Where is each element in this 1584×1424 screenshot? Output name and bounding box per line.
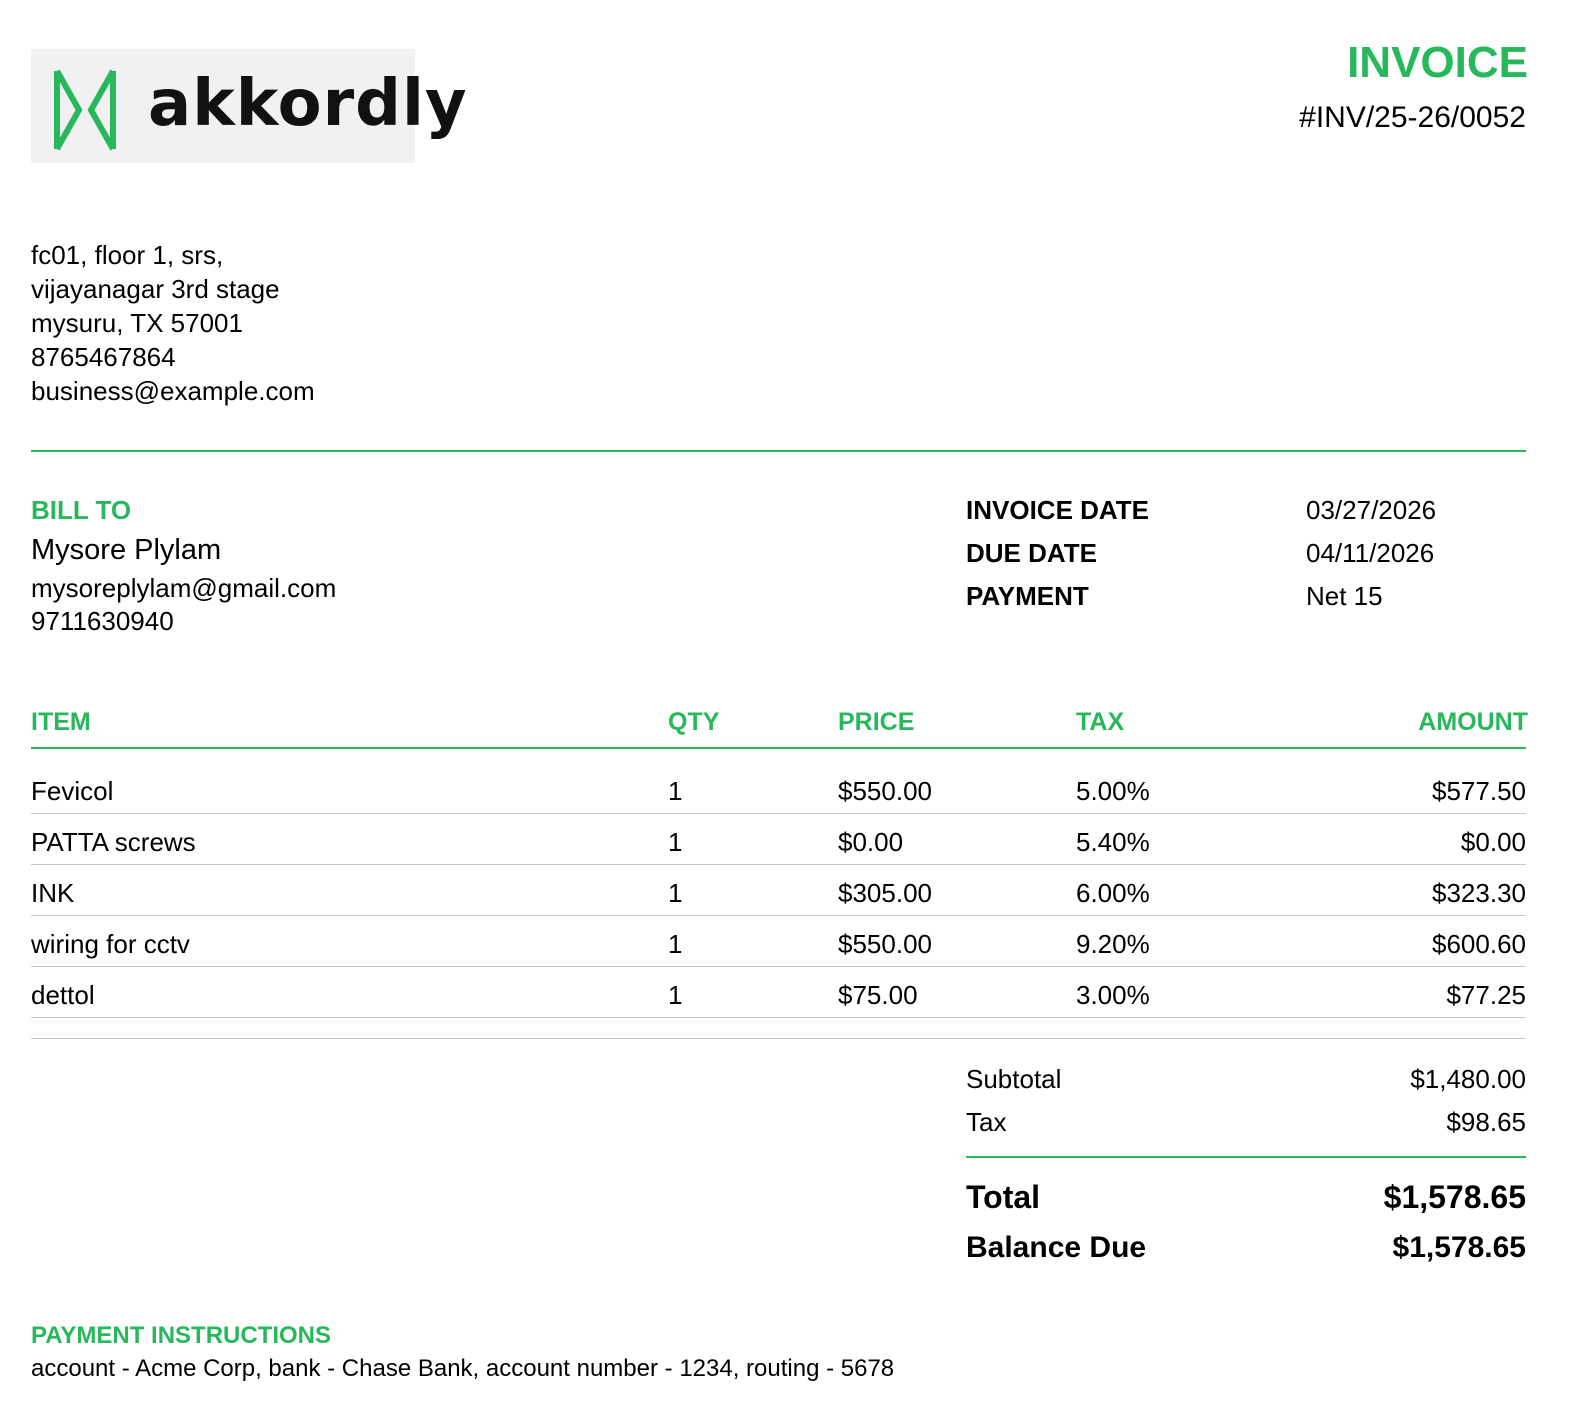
subtotal-value: $1,480.00	[1410, 1064, 1526, 1094]
divider	[31, 450, 1526, 452]
cell-item: PATTA screws	[31, 827, 196, 857]
payment-terms-value: Net 15	[1306, 581, 1383, 611]
balance-due-value: $1,578.65	[1392, 1231, 1526, 1264]
cell-qty: 1	[668, 827, 683, 857]
cell-qty: 1	[668, 878, 683, 908]
cell-amount: $577.50	[1432, 776, 1526, 806]
cell-item: dettol	[31, 980, 95, 1010]
cell-qty: 1	[668, 929, 683, 959]
due-date-label: DUE DATE	[966, 538, 1097, 568]
cell-item: INK	[31, 878, 75, 908]
invoice-date-label: INVOICE DATE	[966, 495, 1149, 525]
invoice-date-value: 03/27/2026	[1306, 495, 1437, 525]
totals-divider	[966, 1156, 1526, 1158]
cell-qty: 1	[668, 980, 683, 1010]
bill-to-email: mysoreplylam@gmail.com	[31, 573, 337, 603]
cell-tax: 6.00%	[1076, 878, 1150, 908]
akkordly-diamond-logo-icon	[53, 67, 119, 153]
payment-instructions-label: PAYMENT INSTRUCTIONS	[31, 1322, 332, 1349]
cell-item: Fevicol	[31, 776, 114, 806]
column-header-qty: QTY	[668, 708, 720, 736]
balance-due-label: Balance Due	[966, 1231, 1147, 1264]
tax-label: Tax	[966, 1107, 1007, 1137]
invoice-title: INVOICE	[1347, 38, 1528, 87]
cell-amount: $323.30	[1432, 878, 1526, 908]
cell-amount: $77.25	[1446, 980, 1526, 1010]
cell-price: $305.00	[838, 878, 932, 908]
sender-phone: 8765467864	[31, 342, 176, 372]
row-divider	[31, 966, 1526, 967]
column-header-tax: TAX	[1076, 708, 1125, 736]
cell-amount: $600.60	[1432, 929, 1526, 959]
cell-tax: 5.00%	[1076, 776, 1150, 806]
subtotal-label: Subtotal	[966, 1064, 1062, 1094]
bill-to-phone: 9711630940	[31, 606, 174, 636]
due-date-value: 04/11/2026	[1306, 538, 1435, 568]
total-value: $1,578.65	[1383, 1179, 1526, 1215]
row-divider	[31, 1017, 1526, 1018]
brand-name: akkordly	[148, 67, 468, 141]
cell-tax: 5.40%	[1076, 827, 1150, 857]
address-line: mysuru, TX 57001	[31, 308, 243, 338]
payment-terms-label: PAYMENT	[966, 581, 1089, 611]
sender-address	[31, 238, 315, 408]
bill-to-label: BILL TO	[31, 495, 132, 525]
row-divider	[31, 915, 1526, 916]
table-end-divider	[31, 1038, 1526, 1039]
column-header-amount: AMOUNT	[1418, 708, 1528, 736]
brand-logo	[31, 49, 468, 163]
cell-tax: 3.00%	[1076, 980, 1150, 1010]
invoice-number: #INV/25-26/0052	[1299, 101, 1526, 134]
cell-tax: 9.20%	[1076, 929, 1150, 959]
column-header-price: PRICE	[838, 708, 915, 736]
cell-price: $550.00	[838, 776, 932, 806]
column-header-item: ITEM	[31, 708, 91, 736]
row-divider	[31, 813, 1526, 814]
cell-item: wiring for cctv	[31, 929, 190, 959]
address-line: vijayanagar 3rd stage	[31, 274, 280, 304]
tax-value: $98.65	[1446, 1107, 1526, 1137]
cell-price: $0.00	[838, 827, 904, 857]
payment-instructions-text: account - Acme Corp, bank - Chase Bank, account number - 1234, routing - 5678	[31, 1355, 895, 1382]
cell-amount: $0.00	[1460, 827, 1526, 857]
sender-email: business@example.com	[31, 376, 315, 406]
total-label: Total	[966, 1179, 1041, 1215]
table-header-divider	[31, 747, 1526, 749]
address-line: fc01, floor 1, srs,	[31, 240, 224, 270]
bill-to-name: Mysore Plylam	[31, 534, 222, 566]
cell-price: $75.00	[838, 980, 918, 1010]
cell-qty: 1	[668, 776, 683, 806]
cell-price: $550.00	[838, 929, 932, 959]
row-divider	[31, 864, 1526, 865]
